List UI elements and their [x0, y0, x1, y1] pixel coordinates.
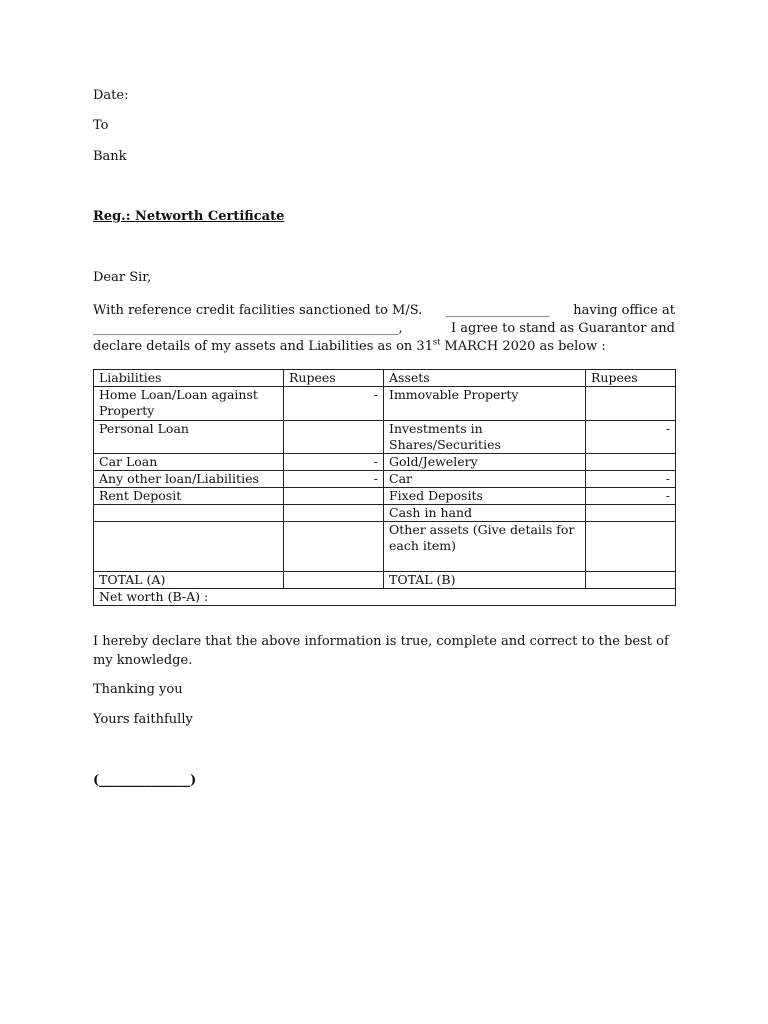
header-rupees-liabilities: Rupees	[284, 370, 384, 387]
total-assets-label: TOTAL (B)	[384, 572, 586, 589]
liability-amount-cell	[284, 488, 384, 505]
liability-amount-cell	[284, 505, 384, 522]
liability-amount-cell: -	[284, 387, 384, 421]
liability-cell: Rent Deposit	[94, 488, 284, 505]
signature-line: (______________)	[93, 773, 197, 788]
date-label: Date:	[93, 88, 129, 103]
subject-line: Reg.: Networth Certificate	[93, 209, 285, 224]
networth-row	[94, 589, 676, 606]
intro-line-3	[93, 338, 675, 356]
asset-amount-cell: -	[586, 471, 676, 488]
asset-cell: Investments in Shares/Securities	[384, 421, 586, 454]
liability-cell: Home Loan/Loan against Property	[94, 387, 284, 421]
asset-cell: Cash in hand	[384, 505, 586, 522]
intro-paragraph	[93, 302, 675, 356]
asset-amount-cell: -	[586, 421, 676, 454]
liability-cell: Car Loan	[94, 454, 284, 471]
date-ordinal-suffix: st	[432, 337, 441, 347]
table-row	[94, 505, 676, 522]
asset-cell: Immovable Property	[384, 387, 586, 421]
total-liabilities-amount	[284, 572, 384, 589]
liability-amount-cell	[284, 522, 384, 572]
office-address-blank: _______________________________________________,	[93, 321, 403, 336]
asset-cell: Fixed Deposits	[384, 488, 586, 505]
liability-amount-cell: -	[284, 471, 384, 488]
networth-label: Net worth (B-A) :	[94, 589, 676, 606]
table-total-row	[94, 572, 676, 589]
intro-text-3b: MARCH 2020 as below :	[440, 339, 606, 354]
closing-yours-faithfully: Yours faithfully	[93, 712, 193, 727]
intro-text-1a: With reference credit facilities sanctioned to M/S.	[93, 303, 423, 318]
asset-cell: Other assets (Give details for each item)	[384, 522, 586, 572]
bank-label: Bank	[93, 149, 127, 164]
table-row	[94, 454, 676, 471]
header-liabilities: Liabilities	[94, 370, 284, 387]
intro-text-1b: having office at	[573, 303, 675, 318]
asset-cell: Car	[384, 471, 586, 488]
table-row	[94, 488, 676, 505]
company-name-blank: ________________	[445, 303, 550, 318]
liability-amount-cell	[284, 421, 384, 454]
table-row	[94, 522, 676, 572]
asset-amount-cell	[586, 387, 676, 421]
table-header-row	[94, 370, 676, 387]
liability-cell: Any other loan/Liabilities	[94, 471, 284, 488]
table-row	[94, 421, 676, 454]
to-label: To	[93, 118, 109, 133]
header-rupees-assets: Rupees	[586, 370, 676, 387]
liability-cell: Personal Loan	[94, 421, 284, 454]
intro-text-2: I agree to stand as Guarantor and	[451, 321, 675, 336]
salutation: Dear Sir,	[93, 270, 152, 285]
liability-amount-cell: -	[284, 454, 384, 471]
header-assets: Assets	[384, 370, 586, 387]
networth-table	[93, 369, 676, 606]
table-row	[94, 471, 676, 488]
closing-thanks: Thanking you	[93, 682, 183, 697]
intro-line-2	[93, 320, 675, 338]
asset-amount-cell: -	[586, 488, 676, 505]
liability-cell	[94, 505, 284, 522]
table-row	[94, 387, 676, 421]
asset-amount-cell	[586, 505, 676, 522]
total-liabilities-label: TOTAL (A)	[94, 572, 284, 589]
intro-line-1	[93, 302, 675, 320]
declaration-text: I hereby declare that the above information is true, complete and correct to the best of my knowledge.	[93, 634, 669, 668]
total-assets-amount	[586, 572, 676, 589]
liability-cell	[94, 522, 284, 572]
asset-amount-cell	[586, 454, 676, 471]
asset-cell: Gold/Jewelery	[384, 454, 586, 471]
intro-text-3a: declare details of my assets and Liabilities as on 31	[93, 339, 433, 354]
asset-amount-cell	[586, 522, 676, 572]
